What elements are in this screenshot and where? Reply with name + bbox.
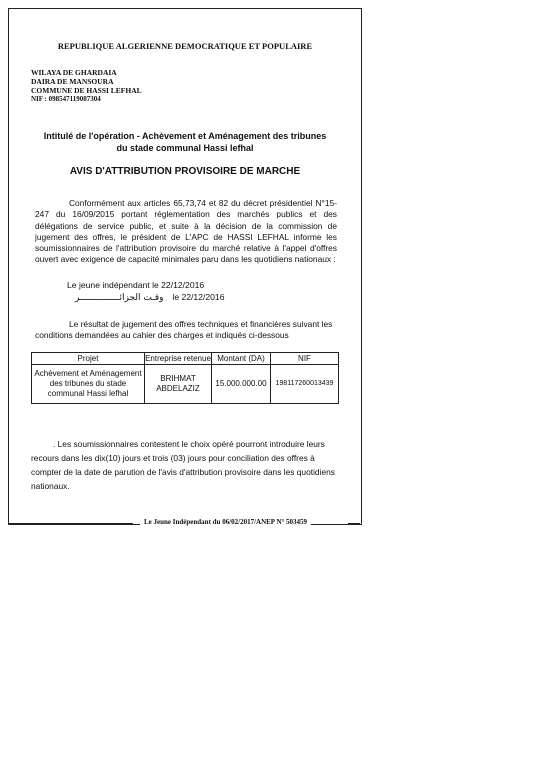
table-row bbox=[32, 365, 339, 404]
publication-1 bbox=[67, 280, 204, 290]
publication-2-date: le 22/12/2016 bbox=[172, 292, 225, 302]
wilaya-line: WILAYA DE GHARDAIA bbox=[31, 68, 117, 77]
cell-entreprise: BRIHMAT ABDELAZIZ bbox=[145, 365, 212, 404]
intro-paragraph bbox=[35, 198, 337, 266]
cell-projet: Achèvement et Aménagement des tribunes du stade communal Hassi lefhal bbox=[32, 365, 145, 404]
daira-line: DAIRA DE MANSOURA bbox=[31, 77, 114, 86]
avis-title: AVIS D'ATTRIBUTION PROVISOIRE DE MARCHE bbox=[69, 166, 301, 177]
publication-2-name: وقـت الجزائـــــــــــــــر bbox=[75, 293, 164, 303]
commune-line: COMMUNE DE HASSI LEFHAL bbox=[31, 86, 142, 95]
award-table-header bbox=[32, 353, 339, 365]
award-table bbox=[31, 352, 339, 404]
publication-2 bbox=[75, 292, 225, 303]
header-montant: Montant (DA) bbox=[212, 353, 271, 365]
republic-header: REPUBLIQUE ALGERIENNE DEMOCRATIQUE ET POPULAIRE bbox=[57, 41, 313, 51]
header-nif: NIF bbox=[271, 353, 339, 365]
cell-montant: 15.000.000.00 bbox=[212, 365, 271, 404]
operation-title: Intitulé de l'opération - Achèvement et Aménagement des tribunes du stade communal Hassi lefhal bbox=[43, 131, 327, 153]
footer-credit: Le Jeune Indépendant du 06/02/2017/ANEP N° 503459 bbox=[140, 518, 311, 526]
intro-paragraph-text: Conformément aux articles 65,73,74 et 82 du décret présidentiel N°15-247 du 16/09/2015 portant réglementation des marchés publics et des délégations de service public, et suite à la décision de la commission de jugement des offres, le président de L'APC de HASSI LEFHAL informe les soumissionnaires de l'attribution provisoire du marché relative à l'appel d'offres ouvert avec exigence de capacité minimales paru dans les quotidiens nationaux : bbox=[35, 198, 337, 265]
closing-paragraph bbox=[31, 437, 341, 493]
result-text bbox=[35, 319, 335, 341]
footer-rule-right bbox=[348, 523, 360, 524]
publication-1-name: Le jeune indépendant bbox=[67, 280, 150, 290]
closing-paragraph-text: . Les soumissionnaires contestent le choix opéré pourront introduire leurs recours dans les dix(10) jours et trois (03) jours pour conciliation des offres à compter de la date de parution de l'avis d'attribution provisoire dans les quotidiens nationaux. bbox=[31, 439, 335, 491]
cell-nif: 198117260013439 bbox=[271, 365, 339, 404]
footer-rule-left bbox=[8, 523, 133, 524]
nif-line: NIF : 098547119087304 bbox=[31, 95, 101, 103]
header-entreprise: Entreprise retenue bbox=[145, 354, 211, 363]
publication-1-date: le 22/12/2016 bbox=[152, 280, 205, 290]
header-projet: Projet bbox=[32, 353, 145, 365]
result-text-body: Le résultat de jugement des offres techniques et financières suivant les conditions demandées au cahier des charges et indiqués ci-dessous bbox=[35, 319, 333, 340]
notice-page bbox=[8, 8, 362, 525]
